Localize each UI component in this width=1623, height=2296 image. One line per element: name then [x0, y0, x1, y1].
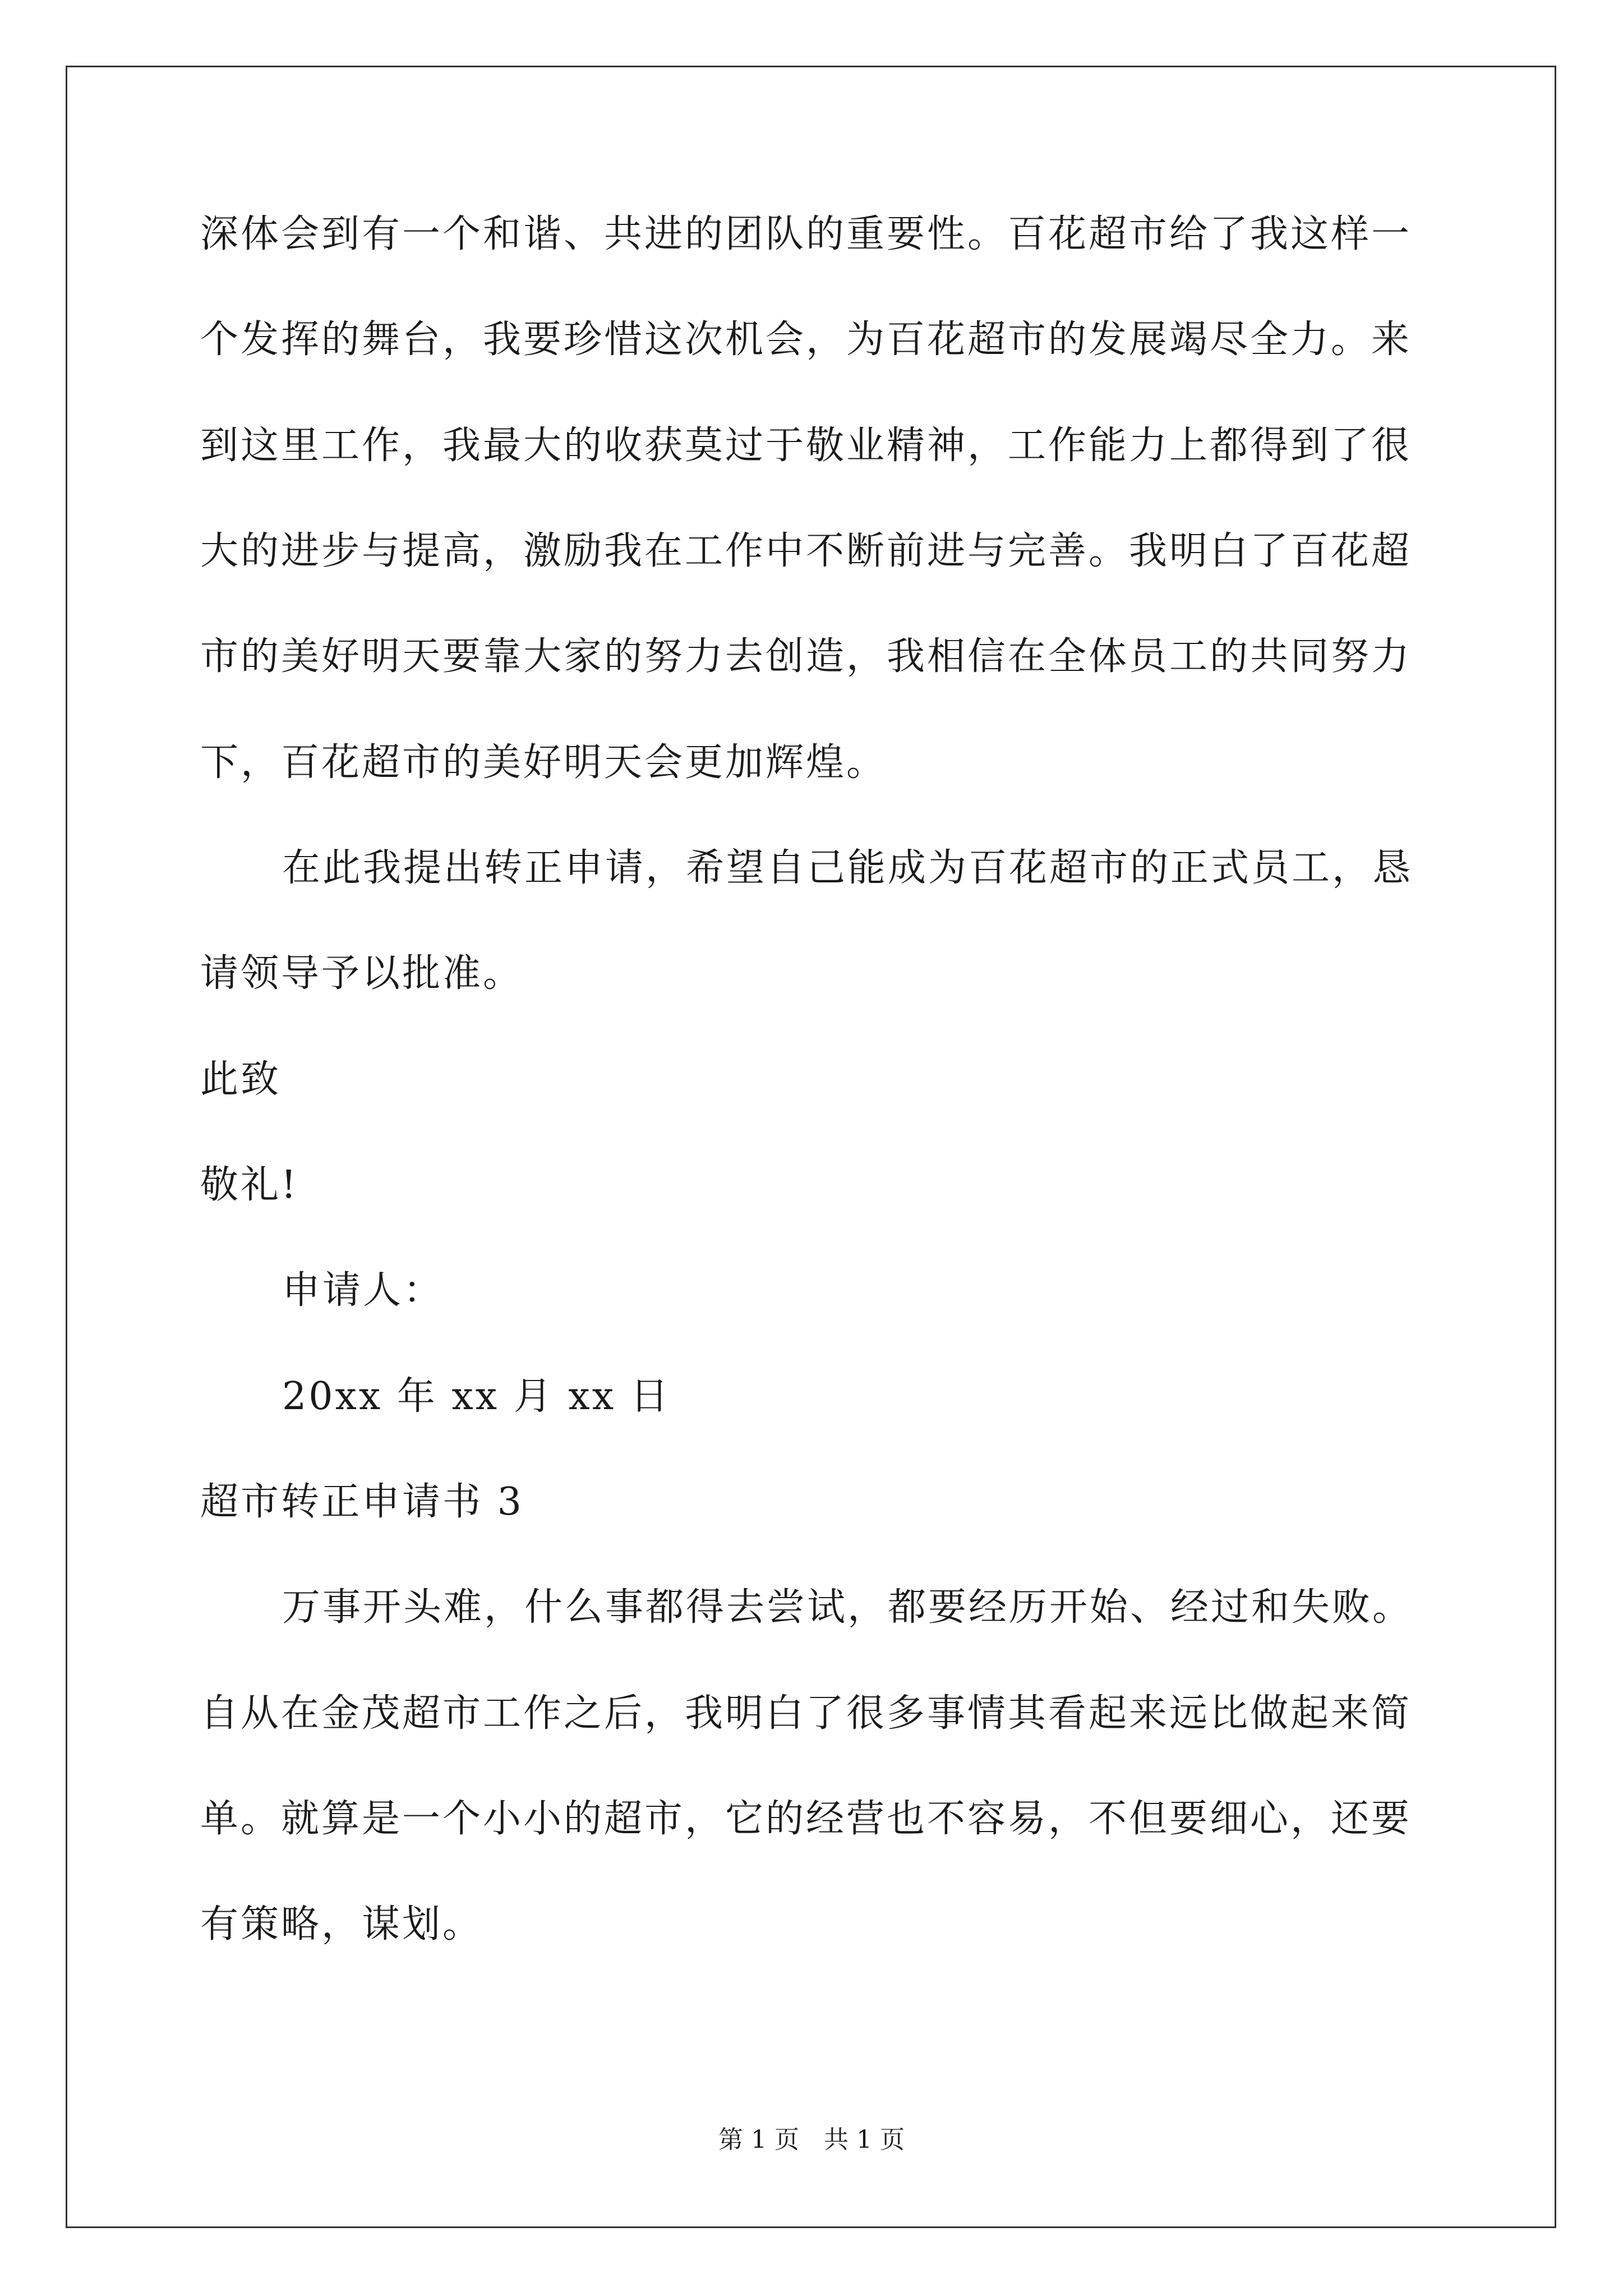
body-line-17: 有策略，谋划。: [200, 1902, 483, 1947]
body-line-7: 在此我提出转正申请，希望自己能成为百花超市的正式员工，恳: [282, 846, 1413, 890]
body-line-14: 万事开头难，什么事都得去尝试，都要经历开始、经过和失败。: [282, 1585, 1413, 1630]
body-line-8: 请领导予以批准。: [200, 951, 524, 996]
body-line-1: 深体会到有一个和谐、共进的团队的重要性。百花超市给了我这样一: [200, 212, 1412, 256]
body-line-3: 到这里工作，我最大的收获莫过于敬业精神，工作能力上都得到了很: [200, 424, 1412, 468]
closing-line: 敬礼!: [200, 1163, 299, 1207]
body-line-15: 自从在金茂超市工作之后，我明白了很多事情其看起来远比做起来简: [200, 1691, 1412, 1736]
body-line-5: 市的美好明天要靠大家的努力去创造，我相信在全体员工的共同努力: [200, 634, 1412, 679]
body-line-6: 下，百花超市的美好明天会更加辉煌。: [200, 740, 887, 785]
date-line: 20xx 年 xx 月 xx 日: [282, 1374, 671, 1419]
body-line-16: 单。就算是一个小小的超市，它的经营也不容易，不但要细心，还要: [200, 1797, 1412, 1841]
body-line-4: 大的进步与提高，激励我在工作中不断前进与完善。我明白了百花超: [200, 529, 1412, 573]
body-line-2: 个发挥的舞台，我要珍惜这次机会，为百花超市的发展竭尽全力。来: [200, 318, 1412, 362]
section-heading: 超市转正申请书 3: [200, 1480, 524, 1524]
applicant-line: 申请人：: [282, 1268, 444, 1313]
salutation-line: 此致: [200, 1057, 282, 1102]
page-number-footer: 第 1 页 共 1 页: [718, 2125, 905, 2154]
